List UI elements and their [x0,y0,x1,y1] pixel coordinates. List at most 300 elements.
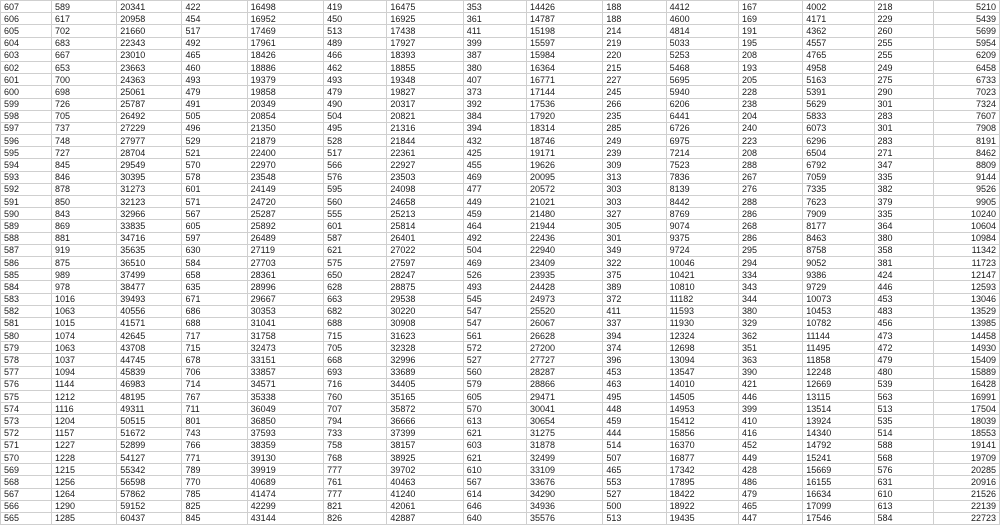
table-cell: 4557 [803,37,874,49]
table-cell: 283 [874,135,933,147]
table-cell: 6975 [666,135,738,147]
table-cell: 8139 [666,183,738,195]
table-cell: 447 [738,512,802,524]
table-cell: 36850 [247,415,323,427]
table-cell: 16991 [933,391,999,403]
table-cell: 205 [738,74,802,86]
table-cell: 37593 [247,427,323,439]
score-cell: 572 [1,427,52,439]
score-cell: 586 [1,256,52,268]
table-row [1,256,1000,268]
table-cell: 528 [324,135,387,147]
table-cell: 214 [603,25,666,37]
table-cell: 464 [463,220,526,232]
table-cell: 631 [874,476,933,488]
table-cell: 41474 [247,488,323,500]
table-cell: 21021 [526,196,602,208]
table-cell: 715 [182,342,247,354]
table-cell: 169 [738,13,802,25]
table-cell: 17469 [247,25,323,37]
table-cell: 617 [51,13,116,25]
table-cell: 15412 [666,415,738,427]
table-cell: 15241 [803,451,874,463]
table-cell: 5210 [933,1,999,13]
table-cell: 392 [463,98,526,110]
table-cell: 454 [182,13,247,25]
table-cell: 20958 [117,13,182,25]
table-cell: 610 [874,488,933,500]
table-cell: 30654 [526,415,602,427]
table-cell: 653 [51,61,116,73]
table-cell: 28866 [526,378,602,390]
table-cell: 479 [182,86,247,98]
table-cell: 1264 [51,488,116,500]
table-cell: 15409 [933,354,999,366]
table-cell: 7023 [933,86,999,98]
table-cell: 30353 [247,305,323,317]
table-cell: 30908 [387,317,463,329]
table-cell: 13547 [666,366,738,378]
table-cell: 1285 [51,512,116,524]
table-cell: 707 [324,403,387,415]
table-cell: 698 [51,86,116,98]
table-cell: 462 [324,61,387,73]
score-cell: 578 [1,354,52,366]
table-row [1,281,1000,293]
table-cell: 23010 [117,49,182,61]
table-cell: 13514 [803,403,874,415]
table-cell: 705 [51,110,116,122]
table-cell: 621 [463,451,526,463]
table-cell: 22343 [117,37,182,49]
table-cell: 733 [324,427,387,439]
table-cell: 682 [324,305,387,317]
table-cell: 521 [182,147,247,159]
table-cell: 387 [463,49,526,61]
table-cell: 1144 [51,378,116,390]
table-cell: 514 [603,439,666,451]
score-cell: 567 [1,488,52,500]
table-cell: 34290 [526,488,602,500]
table-cell: 27703 [247,256,323,268]
table-cell: 570 [463,403,526,415]
table-cell: 453 [874,293,933,305]
table-cell: 34571 [247,378,323,390]
table-cell: 23409 [526,256,602,268]
table-cell: 472 [874,342,933,354]
table-cell: 384 [463,110,526,122]
table-cell: 4412 [666,1,738,13]
table-cell: 1290 [51,500,116,512]
table-cell: 57862 [117,488,182,500]
table-cell: 335 [874,208,933,220]
table-cell: 283 [874,110,933,122]
table-cell: 382 [874,183,933,195]
table-cell: 17536 [526,98,602,110]
table-cell: 9905 [933,196,999,208]
table-cell: 27119 [247,244,323,256]
score-cell: 576 [1,378,52,390]
table-cell: 39919 [247,464,323,476]
table-cell: 7623 [803,196,874,208]
table-cell: 513 [874,403,933,415]
table-cell: 452 [738,439,802,451]
table-cell: 24973 [526,293,602,305]
table-cell: 613 [874,500,933,512]
table-row [1,61,1000,73]
table-cell: 683 [51,37,116,49]
table-row [1,208,1000,220]
score-cell: 569 [1,464,52,476]
table-cell: 4002 [803,1,874,13]
table-cell: 505 [182,110,247,122]
table-cell: 869 [51,220,116,232]
table-cell: 706 [182,366,247,378]
score-cell: 590 [1,208,52,220]
table-cell: 28875 [387,281,463,293]
table-cell: 5629 [803,98,874,110]
table-cell: 31275 [526,427,602,439]
table-cell: 12698 [666,342,738,354]
table-cell: 571 [182,196,247,208]
table-cell: 572 [463,342,526,354]
table-cell: 407 [463,74,526,86]
table-cell: 389 [603,281,666,293]
score-cell: 596 [1,135,52,147]
table-cell: 327 [603,208,666,220]
table-row [1,391,1000,403]
table-cell: 18553 [933,427,999,439]
table-cell: 14010 [666,378,738,390]
table-cell: 496 [182,122,247,134]
table-cell: 38359 [247,439,323,451]
table-cell: 26067 [526,317,602,329]
table-cell: 727 [51,147,116,159]
table-cell: 14787 [526,13,602,25]
table-cell: 31878 [526,439,602,451]
table-cell: 12669 [803,378,874,390]
table-cell: 500 [603,500,666,512]
table-cell: 584 [874,512,933,524]
table-cell: 846 [51,171,116,183]
table-cell: 6726 [666,122,738,134]
table-cell: 8809 [933,159,999,171]
score-cell: 607 [1,1,52,13]
table-cell: 46983 [117,378,182,390]
table-cell: 17438 [387,25,463,37]
table-cell: 1215 [51,464,116,476]
table-row [1,232,1000,244]
table-cell: 11723 [933,256,999,268]
table-cell: 268 [738,220,802,232]
table-cell: 358 [874,244,933,256]
table-cell: 578 [182,171,247,183]
table-cell: 24098 [387,183,463,195]
table-cell: 223 [738,135,802,147]
score-cell: 592 [1,183,52,195]
table-cell: 567 [182,208,247,220]
table-cell: 305 [603,220,666,232]
table-row [1,171,1000,183]
table-cell: 390 [738,366,802,378]
table-cell: 12147 [933,269,999,281]
table-row [1,317,1000,329]
table-cell: 22400 [247,147,323,159]
table-cell: 4600 [666,13,738,25]
table-row [1,183,1000,195]
score-cell: 575 [1,391,52,403]
table-cell: 31758 [247,330,323,342]
table-cell: 17961 [247,37,323,49]
table-cell: 399 [738,403,802,415]
table-cell: 416 [738,427,802,439]
table-row [1,135,1000,147]
table-cell: 473 [874,330,933,342]
table-cell: 17099 [803,500,874,512]
table-cell: 495 [603,391,666,403]
table-cell: 21879 [247,135,323,147]
table-cell: 188 [603,1,666,13]
table-cell: 13529 [933,305,999,317]
table-cell: 35872 [387,403,463,415]
table-cell: 737 [51,122,116,134]
table-cell: 9375 [666,232,738,244]
table-cell: 42887 [387,512,463,524]
score-cell: 588 [1,232,52,244]
table-cell: 20341 [117,1,182,13]
table-cell: 504 [324,110,387,122]
table-cell: 42299 [247,500,323,512]
table-cell: 24149 [247,183,323,195]
table-row [1,86,1000,98]
table-cell: 794 [324,415,387,427]
table-cell: 4362 [803,25,874,37]
table-cell: 428 [738,464,802,476]
table-cell: 26401 [387,232,463,244]
table-row [1,330,1000,342]
table-cell: 334 [738,269,802,281]
table-cell: 286 [738,208,802,220]
table-cell: 14426 [526,1,602,13]
table-cell: 249 [603,135,666,147]
score-cell: 602 [1,61,52,73]
table-cell: 469 [463,171,526,183]
table-cell: 245 [603,86,666,98]
table-cell: 7059 [803,171,874,183]
table-cell: 41571 [117,317,182,329]
score-cell: 585 [1,269,52,281]
table-cell: 1063 [51,305,116,317]
table-cell: 30041 [526,403,602,415]
table-cell: 601 [182,183,247,195]
table-cell: 480 [874,366,933,378]
table-row [1,500,1000,512]
table-cell: 628 [324,281,387,293]
table-cell: 27977 [117,135,182,147]
table-cell: 766 [182,439,247,451]
table-cell: 825 [182,500,247,512]
table-row [1,366,1000,378]
table-row [1,293,1000,305]
score-cell: 581 [1,317,52,329]
table-cell: 9052 [803,256,874,268]
score-cell: 570 [1,451,52,463]
table-cell: 295 [738,244,802,256]
table-cell: 204 [738,110,802,122]
table-cell: 771 [182,451,247,463]
table-cell: 493 [324,74,387,86]
table-cell: 513 [603,512,666,524]
table-cell: 989 [51,269,116,281]
table-cell: 238 [738,98,802,110]
table-cell: 288 [738,159,802,171]
score-cell: 580 [1,330,52,342]
table-row [1,49,1000,61]
table-cell: 8758 [803,244,874,256]
table-cell: 42061 [387,500,463,512]
table-cell: 27200 [526,342,602,354]
table-cell: 353 [463,1,526,13]
table-cell: 517 [324,147,387,159]
table-cell: 11342 [933,244,999,256]
table-cell: 16370 [666,439,738,451]
table-cell: 286 [738,232,802,244]
table-cell: 432 [463,135,526,147]
table-cell: 584 [182,256,247,268]
table-cell: 31623 [387,330,463,342]
table-cell: 23935 [526,269,602,281]
table-cell: 5695 [666,74,738,86]
table-row [1,159,1000,171]
table-cell: 553 [603,476,666,488]
table-cell: 761 [324,476,387,488]
table-cell: 40556 [117,305,182,317]
table-cell: 9074 [666,220,738,232]
table-cell: 587 [324,232,387,244]
table-cell: 477 [463,183,526,195]
table-cell: 228 [738,86,802,98]
table-cell: 21526 [933,488,999,500]
table-cell: 33151 [247,354,323,366]
table-cell: 37499 [117,269,182,281]
table-cell: 444 [603,427,666,439]
table-cell: 715 [324,330,387,342]
table-cell: 17144 [526,86,602,98]
table-cell: 44745 [117,354,182,366]
table-cell: 635 [182,281,247,293]
table-cell: 22940 [526,244,602,256]
table-cell: 380 [463,61,526,73]
table-cell: 493 [463,281,526,293]
table-cell: 43144 [247,512,323,524]
table-cell: 18039 [933,415,999,427]
table-cell: 671 [182,293,247,305]
table-cell: 613 [463,415,526,427]
table-cell: 20916 [933,476,999,488]
table-cell: 19827 [387,86,463,98]
table-cell: 16475 [387,1,463,13]
table-cell: 40463 [387,476,463,488]
table-cell: 32966 [117,208,182,220]
table-cell: 7607 [933,110,999,122]
table-cell: 576 [874,464,933,476]
table-cell: 668 [324,354,387,366]
table-cell: 678 [182,354,247,366]
table-cell: 27727 [526,354,602,366]
table-cell: 38925 [387,451,463,463]
table-cell: 26489 [247,232,323,244]
table-cell: 6792 [803,159,874,171]
table-cell: 21844 [387,135,463,147]
score-cell: 573 [1,415,52,427]
table-cell: 271 [874,147,933,159]
score-cell: 595 [1,147,52,159]
table-cell: 18922 [666,500,738,512]
table-cell: 19141 [933,439,999,451]
table-cell: 255 [874,37,933,49]
table-cell: 5253 [666,49,738,61]
table-row [1,244,1000,256]
table-cell: 9724 [666,244,738,256]
table-cell: 15198 [526,25,602,37]
table-cell: 167 [738,1,802,13]
table-cell: 492 [182,37,247,49]
table-cell: 7908 [933,122,999,134]
table-cell: 10240 [933,208,999,220]
table-cell: 267 [738,171,802,183]
table-cell: 20854 [247,110,323,122]
score-cell: 568 [1,476,52,488]
table-body [1,1,1000,525]
table-cell: 5833 [803,110,874,122]
table-cell: 36666 [387,415,463,427]
table-row [1,427,1000,439]
table-cell: 9386 [803,269,874,281]
table-cell: 25892 [247,220,323,232]
table-cell: 6296 [803,135,874,147]
table-cell: 527 [603,488,666,500]
table-cell: 14953 [666,403,738,415]
table-cell: 375 [603,269,666,281]
table-row [1,25,1000,37]
table-cell: 32473 [247,342,323,354]
table-cell: 12248 [803,366,874,378]
table-cell: 219 [603,37,666,49]
table-cell: 7909 [803,208,874,220]
table-cell: 588 [874,439,933,451]
table-cell: 466 [324,49,387,61]
table-cell: 303 [603,196,666,208]
table-cell: 208 [738,49,802,61]
table-cell: 343 [738,281,802,293]
table-cell: 705 [324,342,387,354]
table-cell: 17546 [803,512,874,524]
table-cell: 748 [51,135,116,147]
table-cell: 19626 [526,159,602,171]
table-cell: 449 [738,451,802,463]
table-cell: 28287 [526,366,602,378]
table-cell: 22723 [933,512,999,524]
table-cell: 48195 [117,391,182,403]
table-cell: 495 [324,122,387,134]
table-cell: 13046 [933,293,999,305]
table-cell: 52899 [117,439,182,451]
table-cell: 479 [874,354,933,366]
table-cell: 490 [324,98,387,110]
table-cell: 716 [324,378,387,390]
table-cell: 362 [738,330,802,342]
score-cell: 606 [1,13,52,25]
